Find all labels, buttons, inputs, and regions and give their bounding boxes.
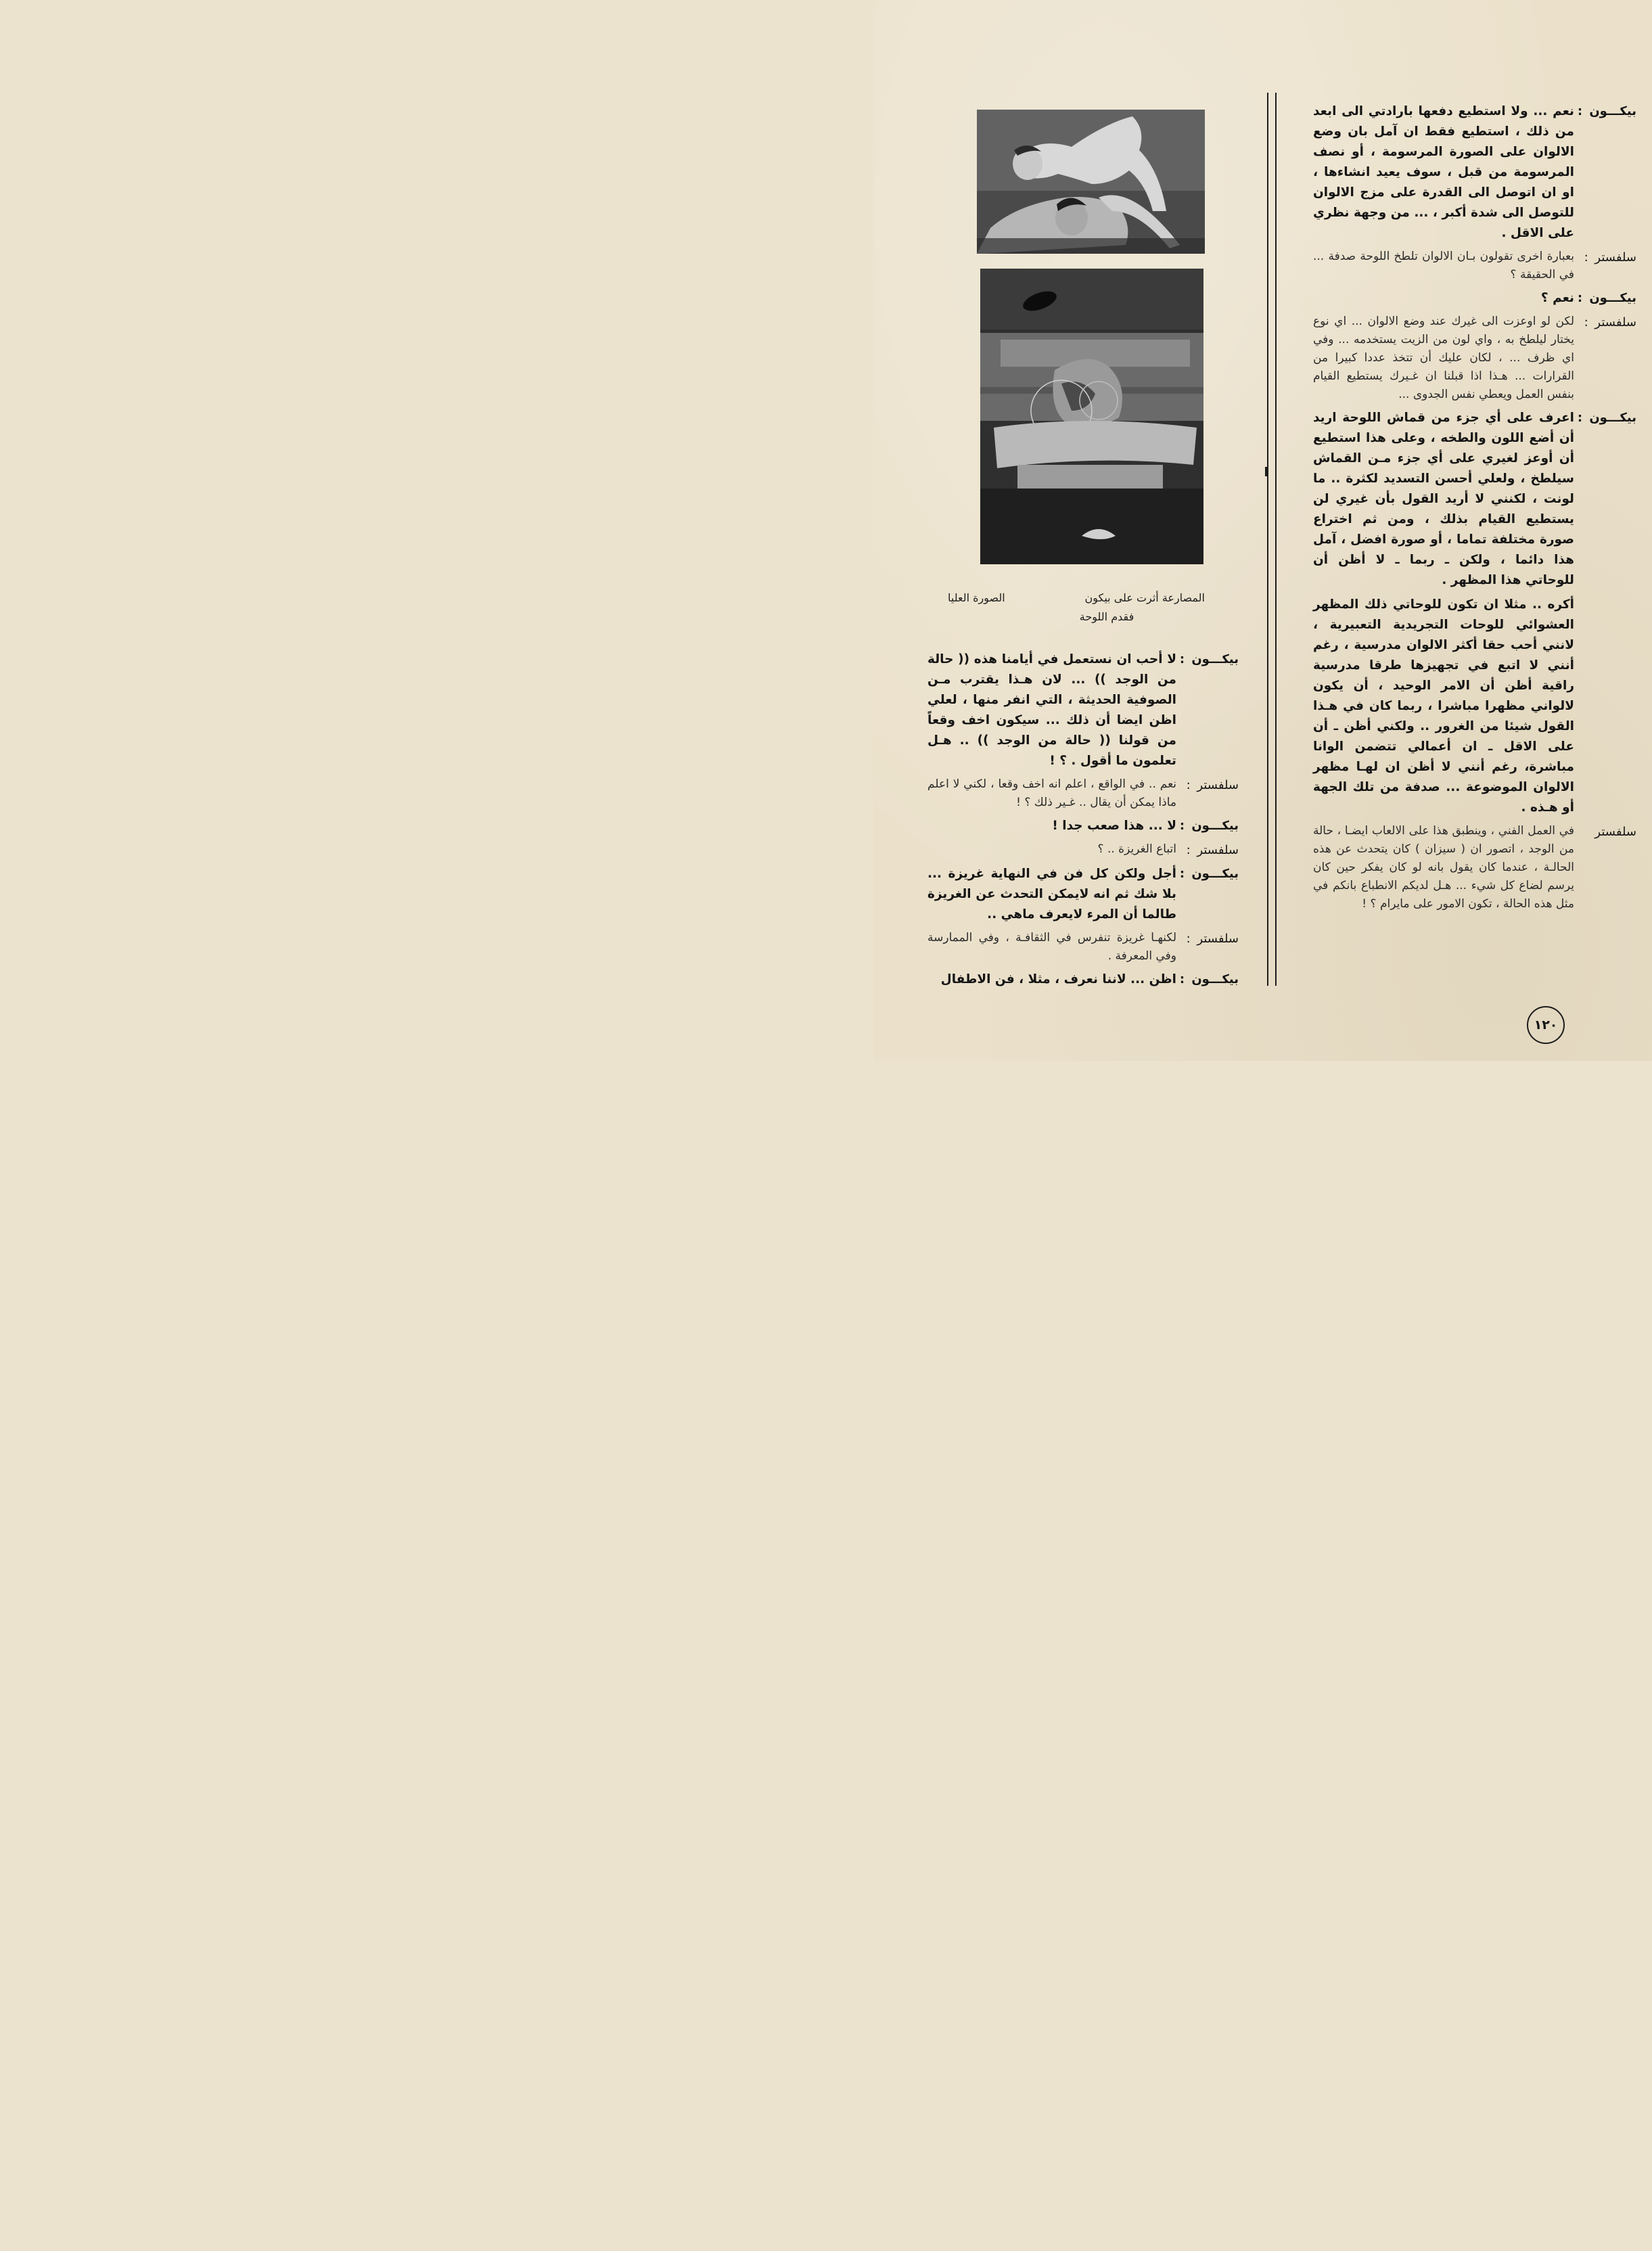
speaker-name: بيكـــون (1589, 104, 1636, 118)
speech-text: بعبارة اخرى تقولون بـان الالوان تلطخ اللوحة صدفة ... في الحقيقة ؟ (1313, 250, 1574, 281)
dialogue-turn: بيكـــون : لا ... هذا صعب جدا ! (927, 816, 1239, 836)
dialogue-turn: سلفستر : لكن لو اوعزت الى غيرك عند وضع الالوان ... اي نوع يختار ليلطخ به ، واي لون من الزيت يستخدمه ... وفي اي ظرف ... ، لكان عليك أن تتخذ عددا كبيرا من القرارات ... هـذا اذا قبلنا ان غـيرك يستطيع القيام بنفس العمل ويعطي نفس الجدوى ... (1313, 313, 1636, 404)
dialogue-turn: بيكـــون : اظن ... لاننا نعرف ، مثلا ، فن الاطفال (927, 970, 1239, 990)
speaker-name: بيكـــون (1589, 411, 1636, 425)
speaker-name: بيكـــون (1191, 972, 1239, 986)
speech-text: اعرف على أي جزء من قماش اللوحة اريد أن أضع اللون والطخه ، وعلى هذا استطيع أن أوعز لغيري على أي جزء مـن القماش سيلطخ ، ولعلي أحسن التسديد لكثرة .. ما لونت ، لكنني لا أريد القول بأن غيري لن يستطيع القيام بذلك ، ومن ثم اختراع صورة مختلفة تماما ، أو صورة افضل ، آمل هذا دائما ، ولكن ـ ربما ـ لا أظن أن للوحاتي هذا المظهر . (1313, 411, 1574, 587)
dialogue-turn: سلفستر : بعبارة اخرى تقولون بـان الالوان تلطخ اللوحة صدفة ... في الحقيقة ؟ (1313, 248, 1636, 284)
speaker-name: بيكـــون (1191, 819, 1239, 833)
right-column (1313, 101, 1636, 917)
photo-caption (948, 589, 1205, 627)
column-divider-mark (1265, 467, 1267, 476)
speaker-name: سلفستر (1197, 932, 1239, 946)
bacon-painting-photo (980, 269, 1203, 564)
dialogue-turn (1313, 822, 1636, 913)
left-column (927, 650, 1239, 994)
dialogue-turn: سلفستر : لكنهـا غريزة تنفرس في الثقافـة ، وفي الممارسة وفي المعرفة . (927, 929, 1239, 965)
speech-text: لا ... هذا صعب جدا ! (1052, 819, 1176, 833)
dialogue-turn: بيكـــون : نعم ؟ (1313, 288, 1636, 309)
wrestlers-photo (977, 110, 1205, 254)
speaker-name: سلفستر (1594, 825, 1636, 839)
speech-text: لكن لو اوعزت الى غيرك عند وضع الالوان ... اي نوع يختار ليلطخ به ، واي لون من الزيت يستخدمه ... وفي اي ظرف ... ، لكان عليك أن تتخذ عددا كبيرا من القرارات ... هـذا اذا قبلنا ان غـيرك يستطيع القيام بنفس العمل ويعطي نفس الجدوى ... (1313, 315, 1574, 401)
dialogue-turn: سلفستر : اتباع الغريزة .. ؟ (927, 840, 1239, 860)
speech-text: نعم ... ولا استطيع دفعها بارادتي الى ابعد من ذلك ، استطيع فقط ان آمل بان وضع الالوان على الصورة المرسومة ، أو نصف المرسومة من قبل ، سوف يعيد انشاءها ، او ان اتوصل الى القدرة على مزج الالوان للتوصل الى شدة أكبر ، ... من وجهة نظري على الاقل . (1313, 104, 1574, 240)
dialogue-turn: بيكـــون : لا أحب ان نستعمل في أيامنا هذه (( حالة من الوجد )) ... لان هـذا يقترب مـن الصوفية الحديثة ، التي انفر منها ، لعلي اظن ايضا أن ذلك ... سيكون اخف وقعاً من قولنا (( حالة من الوجد )) .. هـل تعلمون ما أقول . ؟ ! (927, 650, 1239, 771)
speech-text: نعم ؟ (1540, 291, 1574, 305)
speaker-name: بيكـــون (1191, 652, 1239, 666)
speech-text: نعم .. في الواقع ، اعلم انه اخف وقعا ، لكني لا اعلم ماذا يمكن أن يقال .. غـير ذلك ؟ ! (927, 777, 1176, 809)
speaker-name: بيكـــون (1191, 867, 1239, 881)
speech-text: في العمل الفني ، وينطبق هذا على الالعاب ايضـا ، حالة من الوجد ، اتصور ان ( سيزان ) كان يتحدث عن هذه الحالـة ، عندما كان يقول بانه لو كان يفكر حين كان يرسم لضاع كل شيء ... هـل لديكم الانطباع بانكم في مثل هذه الحالة ، تكون الامور على مايرام ؟ ! (1313, 824, 1574, 911)
speech-text: لكنهـا غريزة تنفرس في الثقافـة ، وفي الممارسة وفي المعرفة . (927, 931, 1176, 963)
speaker-name: سلفستر (1197, 843, 1239, 857)
dialogue-turn: سلفستر : نعم .. في الواقع ، اعلم انه اخف وقعا ، لكني لا اعلم ماذا يمكن أن يقال .. غـير ذلك ؟ ! (927, 775, 1239, 812)
caption-line-2: فقدم اللوحة (1079, 610, 1134, 623)
dialogue-continuation (1313, 595, 1574, 818)
speech-text: أجل ولكن كل فن في النهاية غريزة ... بلا شك ثم انه لايمكن التحدث عن الغريزة طالما أن المرء لايعرف ماهي .. (927, 867, 1176, 922)
speaker-name: سلفستر (1594, 315, 1636, 329)
speech-text: اظن ... لاننا نعرف ، مثلا ، فن الاطفال (940, 972, 1176, 986)
speech-text: اتباع الغريزة .. ؟ (1097, 842, 1176, 856)
caption-line-right: المصارعة أثرت على بيكون (1084, 591, 1205, 604)
speech-text: أكره .. مثلا ان تكون للوحاتي ذلك المظهر العشوائي للوحات التجريدية التعبيرية ، لانني أحب حقا أكثر الالوان مدرسية ، رغم أنني لا اتبع في تجهيزها طرقا مدرسية راقية أظن أن الامر الوحيد ، أن يكون لالواني مظهرا مباشرا ، ربما كان في هـذا القول شيئا من الغرور .. ولكني أظن ـ أن على الاقل ـ ان أعمالي تتضمن الوانا مباشرة، رغم أنني لا أظن ان لهـا مظهر الالوان الموضوعة ... صدفة من تلك الجهة أو هـذه . (1313, 597, 1574, 815)
dialogue-turn: بيكـــون : نعم ... ولا استطيع دفعها بارادتي الى ابعد من ذلك ، استطيع فقط ان آمل بان وضع الالوان على الصورة المرسومة ، أو نصف المرسومة من قبل ، سوف يعيد انشاءها ، او ان اتوصل الى القدرة على مزج الالوان للتوصل الى شدة أكبر ، ... من وجهة نظري على الاقل . (1313, 101, 1636, 244)
caption-line-left: الصورة العليا (948, 591, 1005, 604)
speaker-name: سلفستر (1197, 778, 1239, 792)
page-number: ١٢٠ (1527, 1006, 1565, 1044)
speaker-name: بيكـــون (1589, 291, 1636, 305)
column-divider (1267, 93, 1277, 986)
dialogue-turn: بيكـــون : اعرف على أي جزء من قماش اللوحة اريد أن أضع اللون والطخه ، وعلى هذا استطيع أن أوعز لغيري على أي جزء مـن القماش سيلطخ ، ولعلي أحسن التسديد لكثرة .. ما لونت ، لكنني لا أريد القول بأن غيري لن يستطيع القيام بذلك ، ومن ثم اختراع صورة مختلفة تماما ، أو صورة افضل ، آمل هذا دائما ، ولكن ـ ربما ـ لا أظن أن للوحاتي هذا المظهر . (1313, 408, 1636, 591)
magazine-page (873, 0, 1652, 1061)
speech-text: لا أحب ان نستعمل في أيامنا هذه (( حالة من الوجد )) ... لان هـذا يقترب مـن الصوفية الحديثة ، التي انفر منها ، لعلي اظن ايضا أن ذلك ... سيكون اخف وقعاً من قولنا (( حالة من الوجد )) .. هـل تعلمون ما أقول . ؟ ! (927, 652, 1176, 768)
speaker-name: سلفستر (1594, 250, 1636, 265)
dialogue-turn: بيكـــون : أجل ولكن كل فن في النهاية غريزة ... بلا شك ثم انه لايمكن التحدث عن الغريزة طالما أن المرء لايعرف ماهي .. (927, 864, 1239, 925)
